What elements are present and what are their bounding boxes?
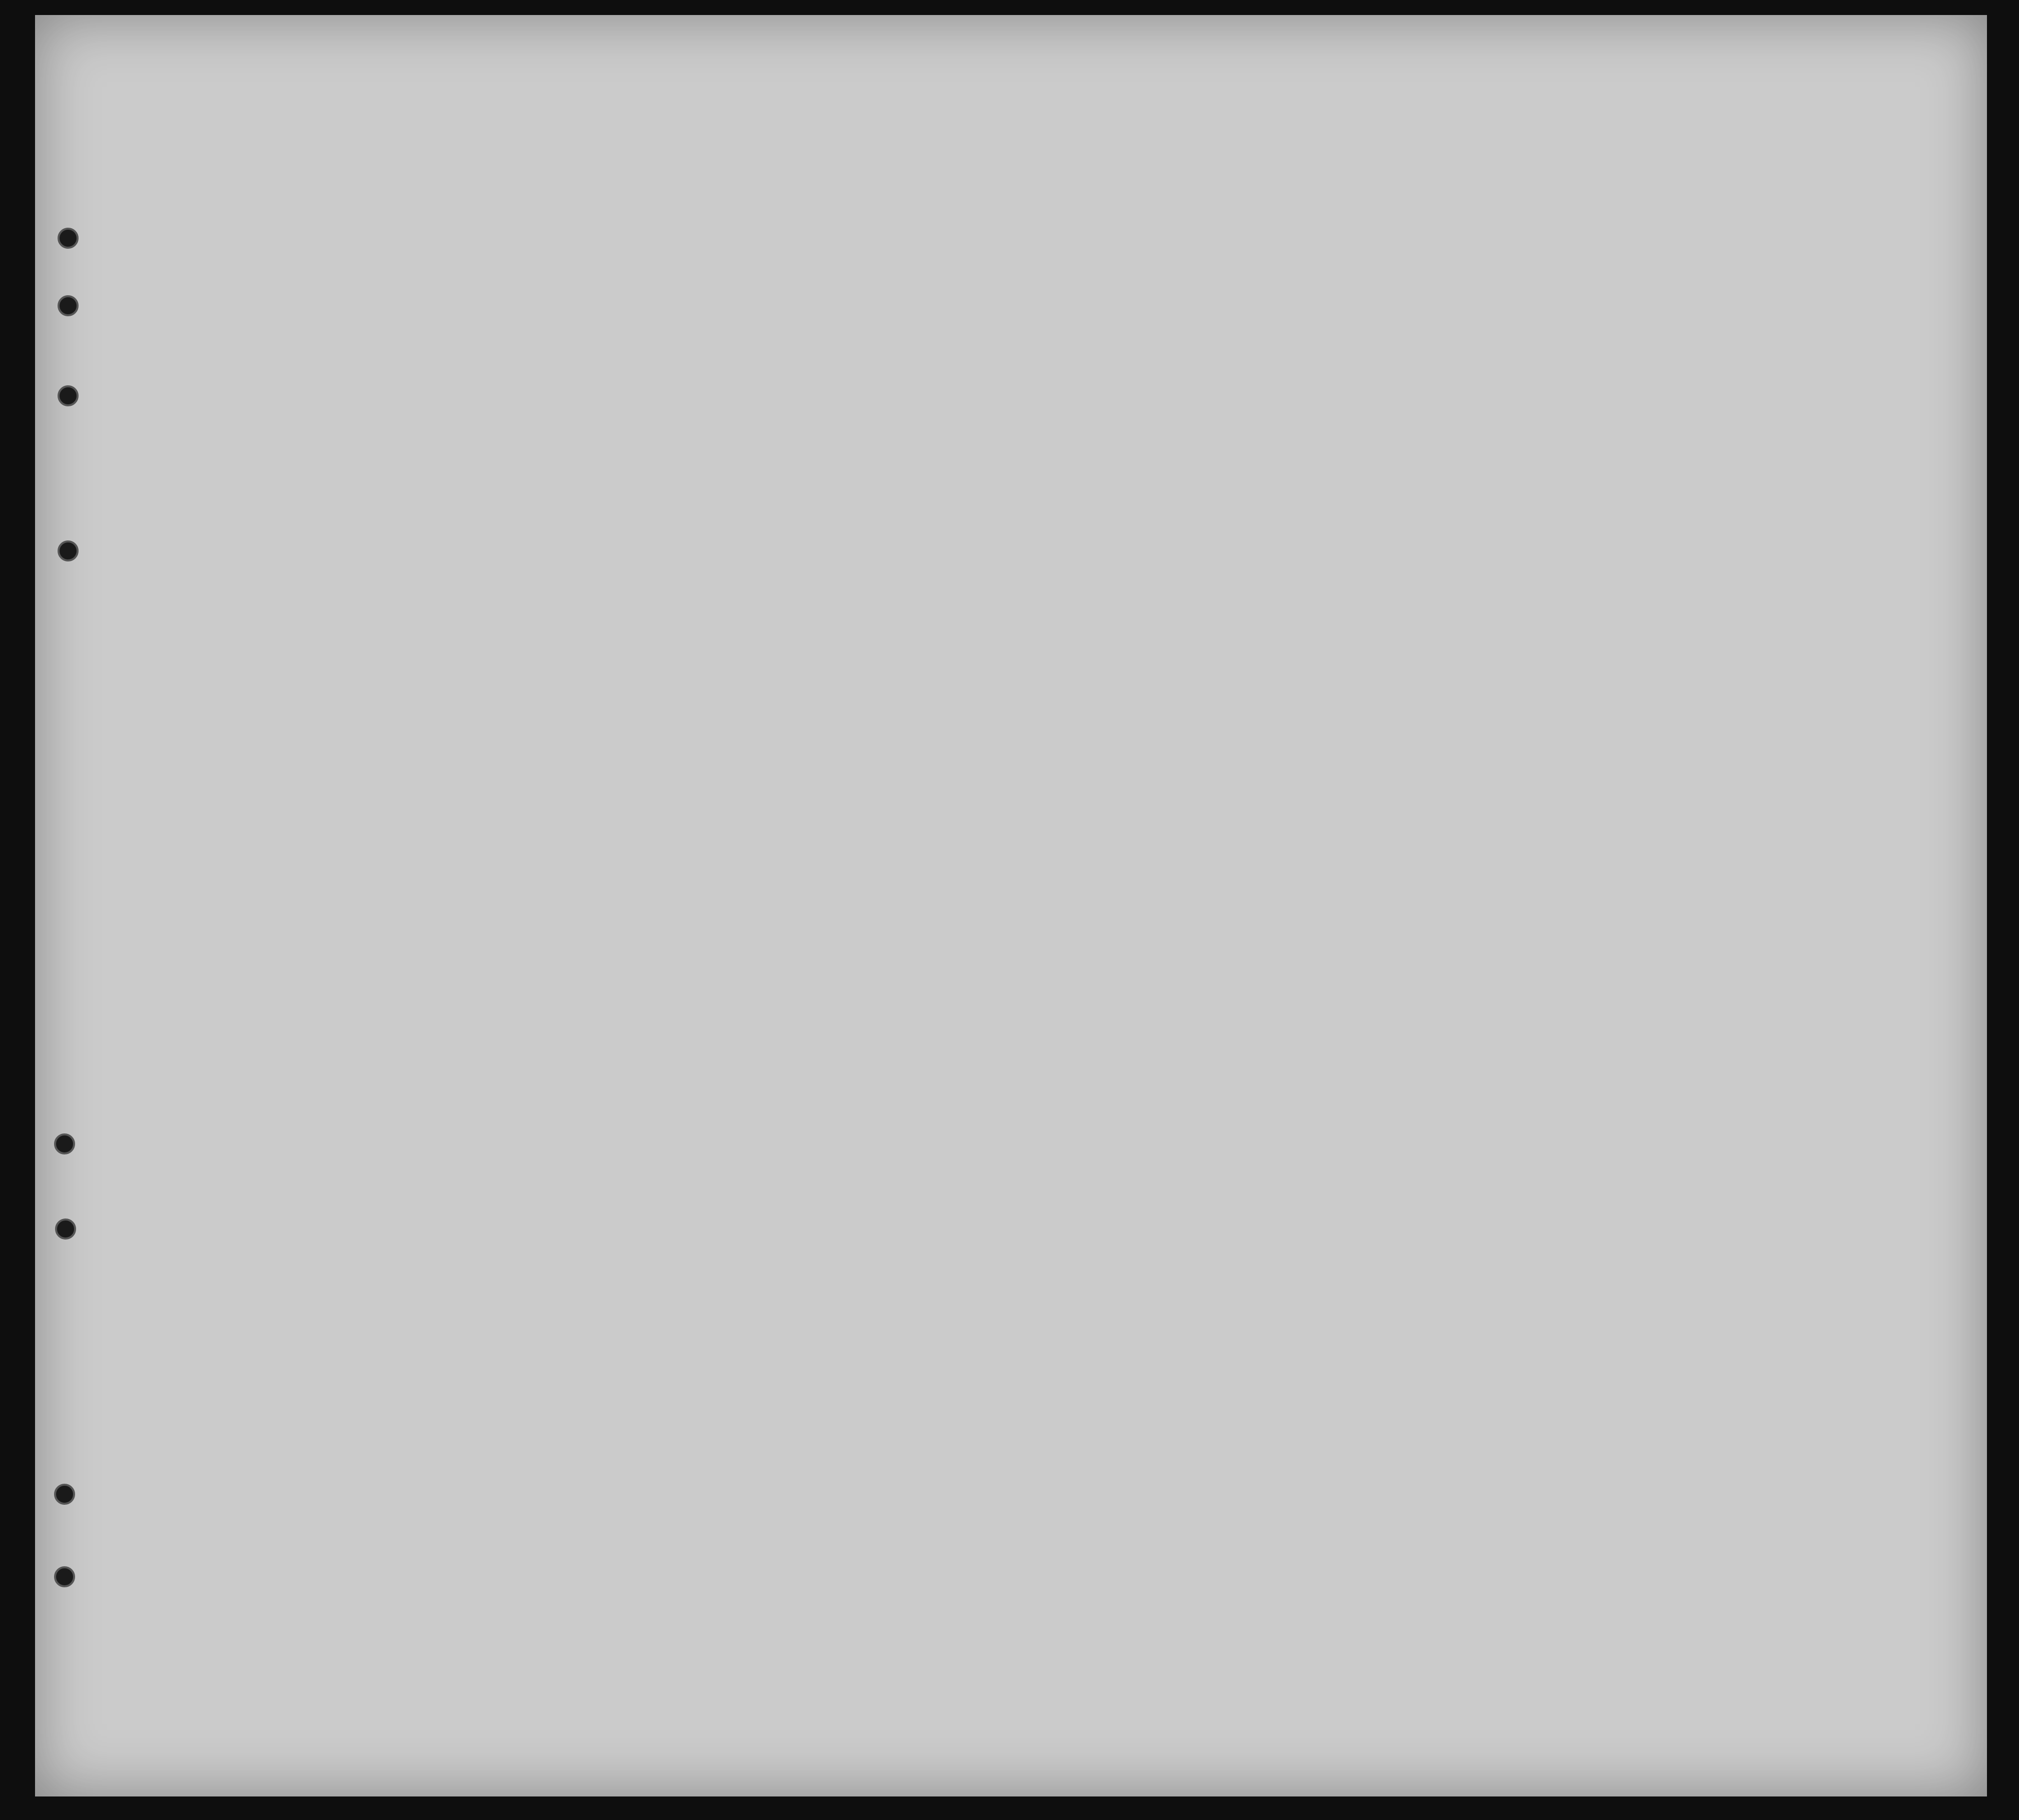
binder-hole	[54, 1484, 75, 1505]
binder-hole	[58, 540, 79, 561]
table-grid	[35, 15, 1987, 1796]
binder-hole	[58, 295, 79, 316]
manifest-sheet	[35, 15, 1987, 1796]
binder-hole	[54, 1566, 75, 1587]
binder-hole	[55, 1219, 76, 1240]
binder-hole	[58, 385, 79, 406]
binder-hole	[54, 1133, 75, 1154]
binder-hole	[58, 228, 79, 249]
